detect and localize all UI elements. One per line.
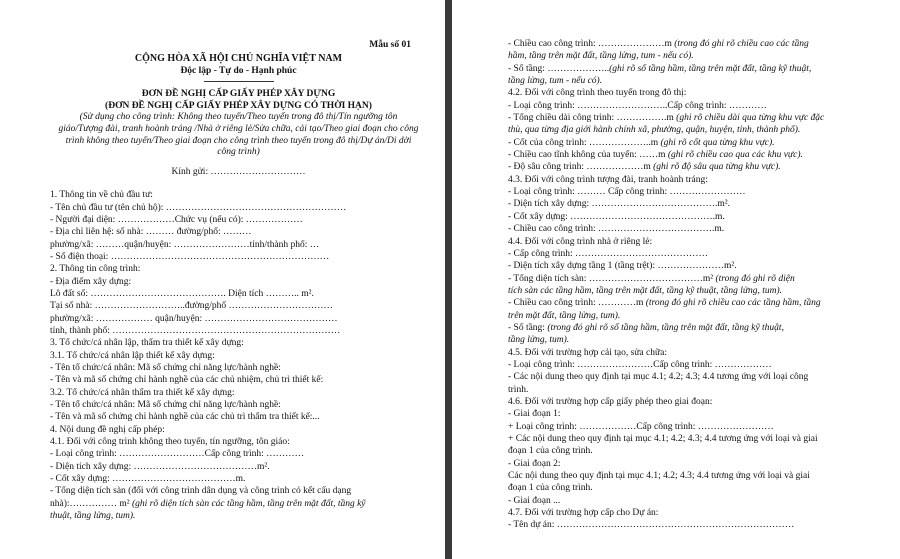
body-line: phường/xã: ……………… quận/huyện: …………………………………… xyxy=(50,313,338,324)
body-line xyxy=(508,482,878,494)
body-line-plain: 4.3. Đối với công trình tượng đài, tranh hoành tráng: xyxy=(508,174,708,185)
body-line xyxy=(508,223,878,235)
body-line-note: (ghi rõ chiều cao qua các khu vực). xyxy=(665,150,803,161)
body-line-note: hầm, tầng trên mặt đất, tầng lửng, tum - nếu có). xyxy=(508,51,694,62)
body-line xyxy=(508,112,878,124)
body-line-note: (trong đó ghi rõ chiều cao các tầng hầm, tầng xyxy=(643,298,821,309)
body-line-plain: - Các nội dung theo quy định tại mục 4.1; 4.2; 4.3; 4.4 tương ứng với loại công xyxy=(508,372,809,383)
document-page-right xyxy=(452,0,900,559)
document-page-left xyxy=(0,0,445,559)
body-line-plain: - Diện tích xây dựng: ………………………………….m². xyxy=(508,199,730,210)
body-line-plain: 4.2. Đối với công trình theo tuyến trong đô thị: xyxy=(508,88,687,99)
body-line xyxy=(508,519,878,531)
body-line-plain: - Giai đoạn ... xyxy=(508,495,561,506)
body-line xyxy=(508,260,878,272)
body-line xyxy=(508,100,878,112)
right-body xyxy=(508,38,878,532)
body-line xyxy=(508,211,878,223)
body-line: - Diện tích xây dựng: …………………………………m². xyxy=(50,461,270,472)
body-line-plain: - Cấp công trình: …………………………………… xyxy=(508,248,709,259)
republic-heading: CỘNG HÒA XÃ HỘI CHỦ NGHĨA VIỆT NAM xyxy=(134,53,343,64)
body-line xyxy=(508,161,878,173)
body-line-note: (trong đó ghi rõ chiều cao các tầng xyxy=(671,39,809,49)
body-line xyxy=(508,421,878,433)
body-line xyxy=(508,347,878,359)
body-line-note: (ghi rõ cốt qua từng khu vực). xyxy=(658,137,775,148)
body-line-plain: Các nội dung theo quy định tại mục 4.1; 4.2; 4.3; 4.4 tương ứng với loại và giai xyxy=(508,471,810,482)
body-line xyxy=(508,285,878,297)
body-line xyxy=(508,297,878,309)
body-line: 4. Nội dung đề nghị cấp phép: xyxy=(50,424,165,435)
form-number: Mẫu số 01 xyxy=(369,40,411,50)
body-line xyxy=(508,334,878,346)
body-line-plain: - Loại công trình: ……… Cấp công trình: …………………… xyxy=(508,187,746,198)
body-line: - Tên chủ đầu tư (tên chủ hộ): ………………………………………………… xyxy=(50,202,347,213)
body-line xyxy=(508,75,878,87)
body-line-plain: 4.7. Đối với trường hợp cấp cho Dự án: xyxy=(508,508,659,519)
body-line-plain: - Tên dự án: ………………………………………………………………… xyxy=(508,520,795,531)
body-line: - Địa chỉ liên hệ: số nhà: ……… đường/phố: ……… xyxy=(50,227,252,238)
body-line-plain: - Chiều cao công trình: ……………………………….m. xyxy=(508,224,725,235)
body-line-note: tầng lửng, tum - nếu có). xyxy=(508,76,603,87)
body-line: Lô đất số: ……………………………………. Diện tích ……….. m². xyxy=(50,288,314,299)
body-line-plain: đoạn 1 của công trình. xyxy=(508,483,593,494)
body-line-plain: - Độ sâu công trình: ………………m xyxy=(508,162,651,173)
body-line-plain: - Cốt của công trình: ………………..m xyxy=(508,137,659,148)
body-line: - Địa điểm xây dựng: xyxy=(50,276,132,287)
body-line: 3. Tổ chức/cá nhân lập, thẩm tra thiết kế xây dựng: xyxy=(50,338,244,349)
body-line xyxy=(508,458,878,470)
body-line-note: tầng lửng, tum). xyxy=(508,335,570,346)
body-line xyxy=(508,408,878,420)
recipient-line: Kính gửi: ………………………… xyxy=(171,167,306,178)
body-line xyxy=(508,50,878,62)
body-line xyxy=(508,87,878,99)
left-body xyxy=(50,189,427,498)
body-line: - Tên tổ chức/cá nhân: Mã số chứng chỉ năng lực/hành nghề: xyxy=(50,400,281,411)
body-line-note: thù, qua từng địa giới hành chính xã, phường, quận, huyện, tỉnh, thành phố). xyxy=(508,125,801,136)
body-line xyxy=(508,38,878,50)
body-line: 2. Thông tin công trình: xyxy=(50,264,141,275)
body-line-plain: + Các nội dung theo quy định tại mục 4.1; 4.2; 4.3; 4.4 tương ứng với loại và giai xyxy=(508,434,818,444)
body-line xyxy=(508,149,878,161)
body-line xyxy=(508,310,878,322)
body-line: 3.2. Tổ chức/cá nhân thẩm tra thiết kế xây dựng: xyxy=(50,387,235,398)
body-line: Tại số nhà: ………………………..đường/phố …………………………… xyxy=(50,301,334,312)
body-line-plain: - Số tầng: xyxy=(508,322,545,333)
body-line-plain: - Tổng diện tích sàn: ………………………………m² xyxy=(508,273,714,284)
body-line-plain: 4.4. Đối với công trình nhà ở riêng lẻ: xyxy=(508,236,653,247)
form-title: ĐƠN ĐỀ NGHỊ CẤP GIẤY PHÉP XÂY DỰNG xyxy=(141,89,336,99)
body-line xyxy=(508,273,878,285)
body-line: tỉnh, thành phố: ……………………………………………………………… xyxy=(50,325,341,336)
body-line xyxy=(508,359,878,371)
motto: Độc lập - Tự do - Hạnh phúc xyxy=(180,66,297,76)
body-line xyxy=(508,371,878,383)
body-line-plain: 4.6. Đối với trường hợp cấp giấy phép theo giai đoạn: xyxy=(508,396,713,407)
body-line-plain: - Chiều cao công trình: …………………m xyxy=(508,39,672,49)
body-line xyxy=(508,186,878,198)
body-line: - Tổng diện tích sàn (đối với công trình dân dụng và công trình có kết cấu dạng xyxy=(50,486,352,497)
body-line-note: trên mặt đất, tầng lửng, tum). xyxy=(508,310,621,321)
body-line-plain: - Số tầng: ……………….. xyxy=(508,63,610,74)
body-line: phường/xã: ………quận/huyện: ……………………tỉnh/thành phố: … xyxy=(50,239,320,250)
body-line xyxy=(508,470,878,482)
body-line xyxy=(508,174,878,186)
body-line xyxy=(508,124,878,136)
body-line xyxy=(508,198,878,210)
body-line-plain: đoạn 1 của công trình. xyxy=(508,446,593,457)
body-line xyxy=(508,445,878,457)
body-line-plain: - Cốt xây dựng: ……………………………………….m. xyxy=(508,211,725,222)
body-line xyxy=(508,137,878,149)
body-line: - Người đại diện: ………………Chức vụ (nếu có): ……………… xyxy=(50,214,303,225)
body-line-plain: - Giai đoạn 2: xyxy=(508,458,561,469)
body-line-note: (ghi rõ diện tích sàn các tầng hầm, tầng trên mặt đất, tầng kỹ xyxy=(129,498,366,509)
body-line-note: (ghi rõ chiều dài qua từng khu vực đặc xyxy=(673,113,825,124)
body-line: - Tên tổ chức/cá nhân: Mã số chứng chỉ năng lực/hành nghề: xyxy=(50,363,281,373)
body-line xyxy=(508,384,878,396)
body-line xyxy=(50,498,427,510)
body-line-note: tích sàn các tầng hầm, tầng trên mặt đất, tầng kỹ thuật, tầng lửng, tum). xyxy=(508,285,783,296)
body-line-plain: - Chiều cao tĩnh không của tuyến: ……m xyxy=(508,150,666,161)
body-line-note: (ghi rõ độ sâu qua từng khu vực). xyxy=(650,162,781,173)
body-line-plain: nhà):…………… m² xyxy=(50,498,130,509)
body-line xyxy=(508,248,878,260)
body-line-plain: - Tổng chiều dài công trình: …………….m xyxy=(508,113,674,124)
page-divider xyxy=(445,0,452,559)
body-line: - Cốt xây dựng: …………………………………m. xyxy=(50,474,246,485)
body-line xyxy=(508,495,878,507)
body-line-plain: trình. xyxy=(508,384,529,395)
body-line: thuật, tầng lửng, tum). xyxy=(50,511,136,522)
body-line: 3.1. Tổ chức/cá nhân lập thiết kế xây dựng: xyxy=(50,350,215,361)
body-line xyxy=(508,396,878,408)
body-line-note: (trong đó ghi rõ diện xyxy=(713,273,795,284)
body-line xyxy=(508,236,878,248)
body-line-plain: 4.5. Đối với trường hợp cải tạo, sửa chữa: xyxy=(508,347,667,358)
usage-note: (Sử dụng cho công trình: Không theo tuyến/Theo tuyến trong đô thị/Tín ngưỡng tôn giáo/Tượng đài, tranh hoành tráng /Nhà ở riêng lẻ/Sửa chữa, cải tạo/Theo giai đoạn cho công trình không theo tuyến/Theo giai đoạn cho công trình theo tuyến trong đô thị/Dự án/Di dời công trình) xyxy=(58,112,419,158)
body-line xyxy=(508,433,878,445)
form-subtitle: (ĐƠN ĐỀ NGHỊ CẤP GIẤY PHÉP XÂY DỰNG CÓ THỜI HẠN) xyxy=(105,101,372,111)
body-line-plain: - Chiều cao công trình: …………m xyxy=(508,298,644,309)
body-line-plain: - Giai đoạn 1: xyxy=(508,409,561,420)
body-line-plain: + Loại công trình: ………………Cấp công trình: …………………… xyxy=(508,421,774,432)
body-line: 4.1. Đối với công trình không theo tuyến, tín ngưỡng, tôn giáo: xyxy=(50,437,290,448)
body-line xyxy=(508,63,878,75)
body-line: 1. Thông tin về chủ đầu tư: xyxy=(50,190,153,201)
body-line: - Loại công trình: ………………………Cấp công trình: ………… xyxy=(50,449,305,460)
motto-underline xyxy=(204,81,274,82)
body-line-note: (ghi rõ số tầng hầm, tầng trên mặt đất, tầng kỹ thuật, xyxy=(609,63,812,74)
body-line-note: (trong đó ghi rõ số tầng hầm, tầng trên mặt đất, tầng kỹ thuật, xyxy=(544,322,784,333)
body-line: - Số điện thoại: …………………………………………………………… xyxy=(50,251,330,262)
body-line xyxy=(508,322,878,334)
body-line-plain: - Loại công trình: ……………………Cấp công trình: ……………… xyxy=(508,359,772,370)
body-line xyxy=(508,507,878,519)
body-line: - Tên và mã số chứng chỉ hành nghề của các chủ trì thẩm tra thiết kế:... xyxy=(50,412,320,423)
body-line-plain: - Diện tích xây dựng tầng 1 (tầng trệt): …………………m². xyxy=(508,261,737,272)
body-line-plain: - Loại công trình: ………………………..Cấp công trình: ………… xyxy=(508,100,767,111)
body-line: - Tên và mã số chứng chỉ hành nghề của các chủ nhiệm, chủ trì thiết kế: xyxy=(50,375,324,386)
